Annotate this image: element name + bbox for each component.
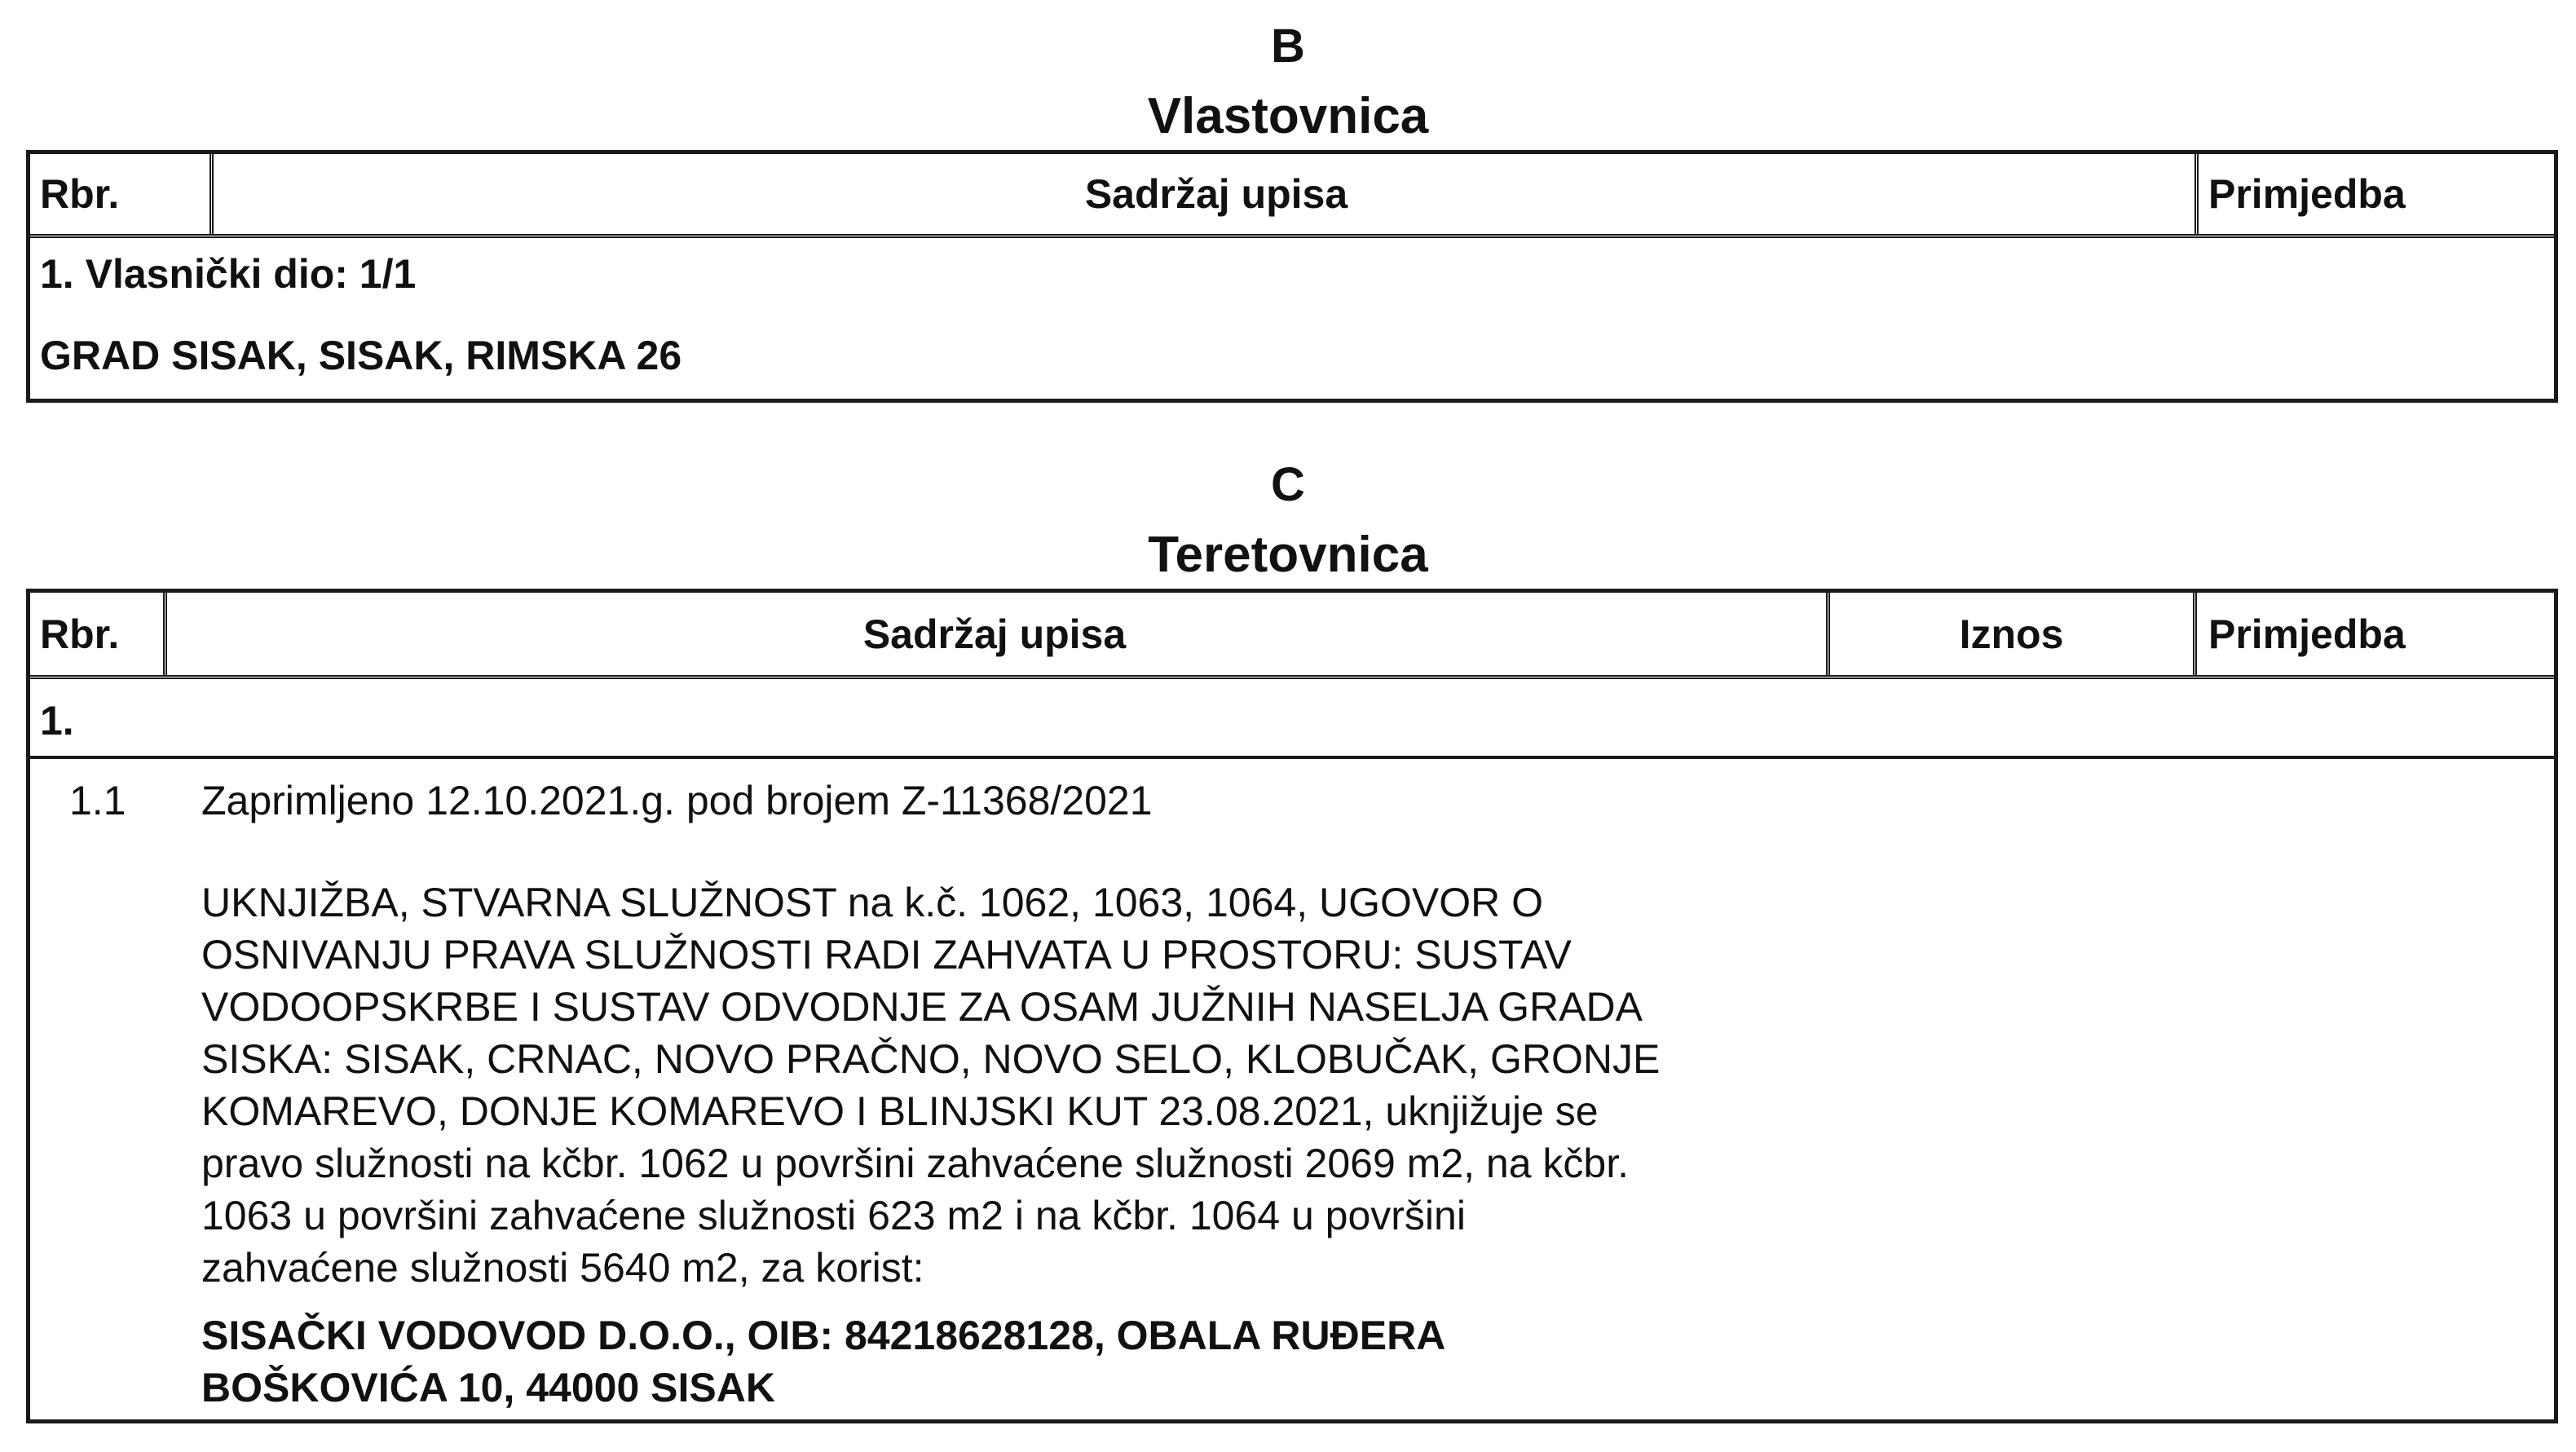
sub-entry-number: 1.1 <box>69 778 126 823</box>
header-sadrzaj-upisa: Sadržaj upisa <box>862 611 1127 657</box>
section-b-title: Vlastovnica <box>1147 88 1429 144</box>
body-line: UKNJIŽBA, STVARNA SLUŽNOST na k.č. 1062, 1063, 1064, UGOVOR O <box>201 880 1543 925</box>
row-number: 1. <box>40 698 74 744</box>
ownership-share-label: 1. Vlasnički dio: 1/1 <box>40 251 417 297</box>
header-rbr: Rbr. <box>40 171 120 217</box>
body-line: SISKA: SISAK, CRNAC, NOVO PRAČNO, NOVO SELO, KLOBUČAK, GRONJE <box>201 1036 1661 1082</box>
body-line: zahvaćene služnosti 5640 m2, za korist: <box>201 1245 924 1291</box>
header-primjedba: Primjedba <box>2208 611 2406 657</box>
owner-name: GRAD SISAK, SISAK, RIMSKA 26 <box>40 333 682 378</box>
section-c-letter: C <box>1271 458 1305 511</box>
header-primjedba: Primjedba <box>2208 171 2406 217</box>
body-line: OSNIVANJU PRAVA SLUŽNOSTI RADI ZAHVATA U PROSTORU: SUSTAV <box>201 932 1572 978</box>
body-line: pravo služnosti na kčbr. 1062 u površini zahvaćene služnosti 2069 m2, na kčbr. <box>201 1141 1630 1186</box>
section-c-title: Teretovnica <box>1148 527 1428 583</box>
header-rbr: Rbr. <box>40 611 120 657</box>
beneficiary-line: BOŠKOVIĆA 10, 44000 SISAK <box>201 1365 775 1410</box>
vlastovnica-table <box>26 150 2558 403</box>
body-line: 1063 u površini zahvaćene služnosti 623 m2 i na kčbr. 1064 u površini <box>201 1193 1466 1238</box>
row-divider <box>30 756 2554 759</box>
body-line: KOMAREVO, DONJE KOMAREVO I BLINJSKI KUT 23.08.2021, uknjižuje se <box>201 1088 1599 1134</box>
header-sadrzaj-upisa: Sadržaj upisa <box>1084 171 1348 217</box>
section-b-letter: B <box>1271 20 1305 73</box>
column-divider <box>2194 154 2199 234</box>
received-line: Zaprimljeno 12.10.2021.g. pod brojem Z-11368/2021 <box>201 778 1153 823</box>
column-divider <box>2193 593 2197 675</box>
header-iznos: Iznos <box>1959 611 2064 657</box>
teretovnica-header-row <box>30 593 2554 679</box>
beneficiary-line: SISAČKI VODOVOD D.O.O., OIB: 84218628128, OBALA RUĐERA <box>201 1313 1446 1358</box>
teretovnica-table <box>26 589 2558 1423</box>
body-line: VODOOPSKRBE I SUSTAV ODVODNJE ZA OSAM JUŽNIH NASELJA GRADA <box>201 984 1643 1030</box>
vlastovnica-header-row <box>30 154 2554 238</box>
